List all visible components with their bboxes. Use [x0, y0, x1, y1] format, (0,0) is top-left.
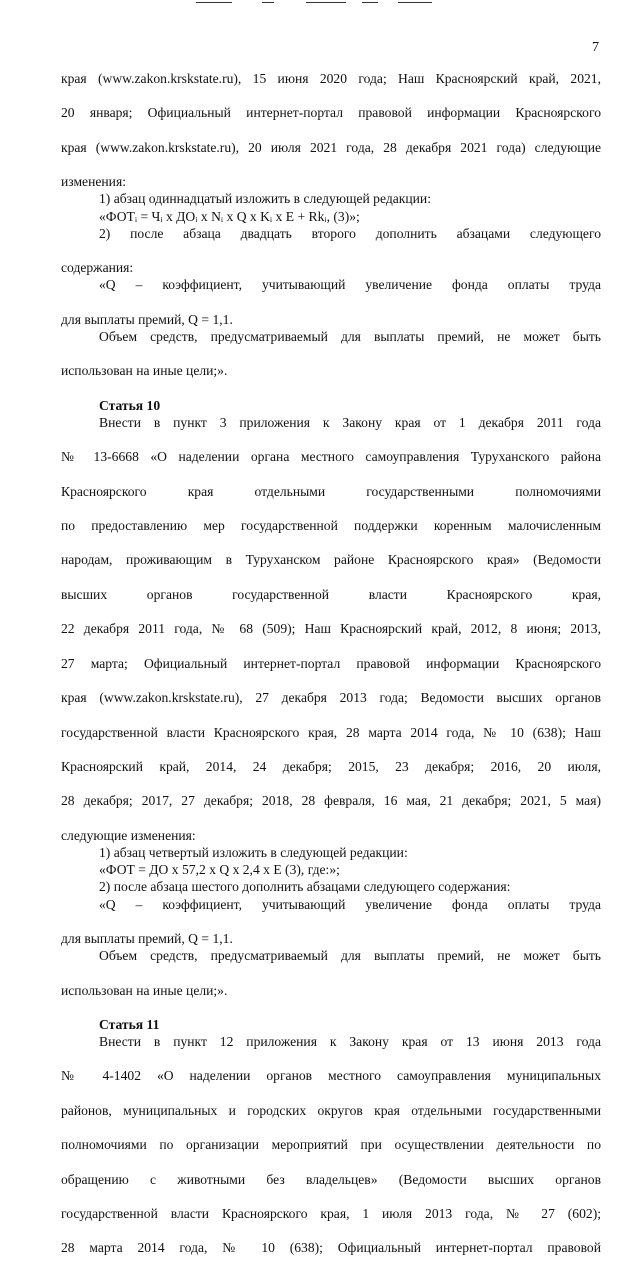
text-line: 22 декабря 2011 года, № 68 (509); Наш Красноярский край, 2012, 8 июня; 2013, — [61, 621, 601, 637]
text-line: Объем средств, предусматриваемый для выплаты премий, не может быть — [99, 948, 601, 964]
formula: «ФОТ = ДО x 57,2 x Q x 2,4 x E (3), где:»; — [99, 862, 340, 878]
text-line: государственной власти Красноярского края, 1 июля 2013 года, № 27 (602); — [61, 1206, 601, 1221]
article-11-paragraph — [61, 1033, 601, 1274]
text-line: 27 марта; Официальный интернет-портал правовой информации Красноярского — [61, 655, 601, 671]
list-item: 1) абзац одиннадцатый изложить в следующей редакции: — [99, 191, 431, 207]
text-line: Внести в пункт 12 приложения к Закону края от 13 июня 2013 года — [99, 1033, 601, 1049]
text-line: Внести в пункт 3 приложения к Закону края от 1 декабря 2011 года — [99, 414, 601, 430]
quote-line: «Q – коэффициент, учитывающий увеличение фонда оплаты труда — [99, 277, 601, 293]
text-line: Красноярского края отдельными государственными полномочиями — [61, 483, 601, 499]
text-line: края (www.zakon.krskstate.ru), 27 декабря 2013 года; Ведомости высших органов — [61, 690, 601, 706]
article-10-title: Статья 10 — [99, 397, 161, 413]
top-scan-marks — [0, 0, 636, 8]
text-line: № 4-1402 «О наделении органов местного самоуправления муниципальных — [61, 1068, 601, 1084]
text-line: 28 декабря; 2017, 27 декабря; 2018, 28 февраля, 16 мая, 21 декабря; 2021, 5 мая) — [61, 793, 601, 809]
text-line: районов, муниципальных и городских округов края отдельными государственными — [61, 1102, 601, 1118]
text-line: государственной власти Красноярского края, 28 марта 2014 года, № 10 (638); Наш — [61, 724, 601, 740]
text-line: народам, проживающим в Туруханском районе Красноярского края» (Ведомости — [61, 552, 601, 568]
document-body — [61, 70, 601, 1274]
text-line: обращению с животными без владельцев» (Ведомости высших органов — [61, 1171, 601, 1187]
text-line: следующие изменения: — [61, 827, 196, 843]
text-line: изменения: — [61, 174, 126, 190]
quote-line: для выплаты премий, Q = 1,1. — [61, 311, 233, 327]
quote-line: для выплаты премий, Q = 1,1. — [61, 930, 233, 946]
formula: «ФОТᵢ = Чᵢ x ДОᵢ x Nᵢ x Q x Kᵢ x E + Rkᵢ, (3)»; — [99, 208, 360, 224]
page-number: 7 — [592, 40, 599, 55]
article-10-paragraph — [61, 414, 601, 844]
text-line: полномочиями по организации мероприятий при осуществлении деятельности по — [61, 1137, 601, 1153]
text-line: Объем средств, предусматриваемый для выплаты премий, не может быть — [99, 329, 601, 345]
quote-line: «Q – коэффициент, учитывающий увеличение фонда оплаты труда — [99, 896, 601, 912]
text-line: 20 января; Официальный интернет-портал правовой информации Красноярского — [61, 105, 601, 121]
text-line: использован на иные цели;». — [61, 982, 228, 998]
text-line: по предоставлению мер государственной поддержки коренным малочисленным — [61, 518, 601, 534]
text-line: содержания: — [61, 260, 134, 276]
article-11-title: Статья 11 — [99, 1016, 160, 1032]
text-line: использован на иные цели;». — [61, 363, 228, 379]
list-item: 1) абзац четвертый изложить в следующей редакции: — [99, 844, 408, 860]
text-line: края (www.zakon.krskstate.ru), 20 июля 2021 года, 28 декабря 2021 года) следующие — [61, 139, 601, 155]
list-item: 2) после абзаца двадцать второго дополнить абзацами следующего — [99, 225, 601, 241]
text-line: Красноярский край, 2014, 24 декабря; 2015, 23 декабря; 2016, 20 июля, — [61, 758, 601, 774]
text-line: № 13-6668 «О наделении органа местного самоуправления Туруханского района — [61, 449, 601, 465]
intro-paragraph — [61, 70, 601, 190]
list-item: 2) после абзаца шестого дополнить абзацами следующего содержания: — [99, 879, 511, 895]
text-line: края (www.zakon.krskstate.ru), 15 июня 2020 года; Наш Красноярский край, 2021, — [61, 71, 601, 86]
text-line: высших органов государственной власти Красноярского края, — [61, 586, 601, 602]
spacer — [61, 999, 601, 1016]
spacer — [61, 380, 601, 397]
text-line: 28 марта 2014 года, № 10 (638); Официальный интернет-портал правовой — [61, 1240, 601, 1256]
